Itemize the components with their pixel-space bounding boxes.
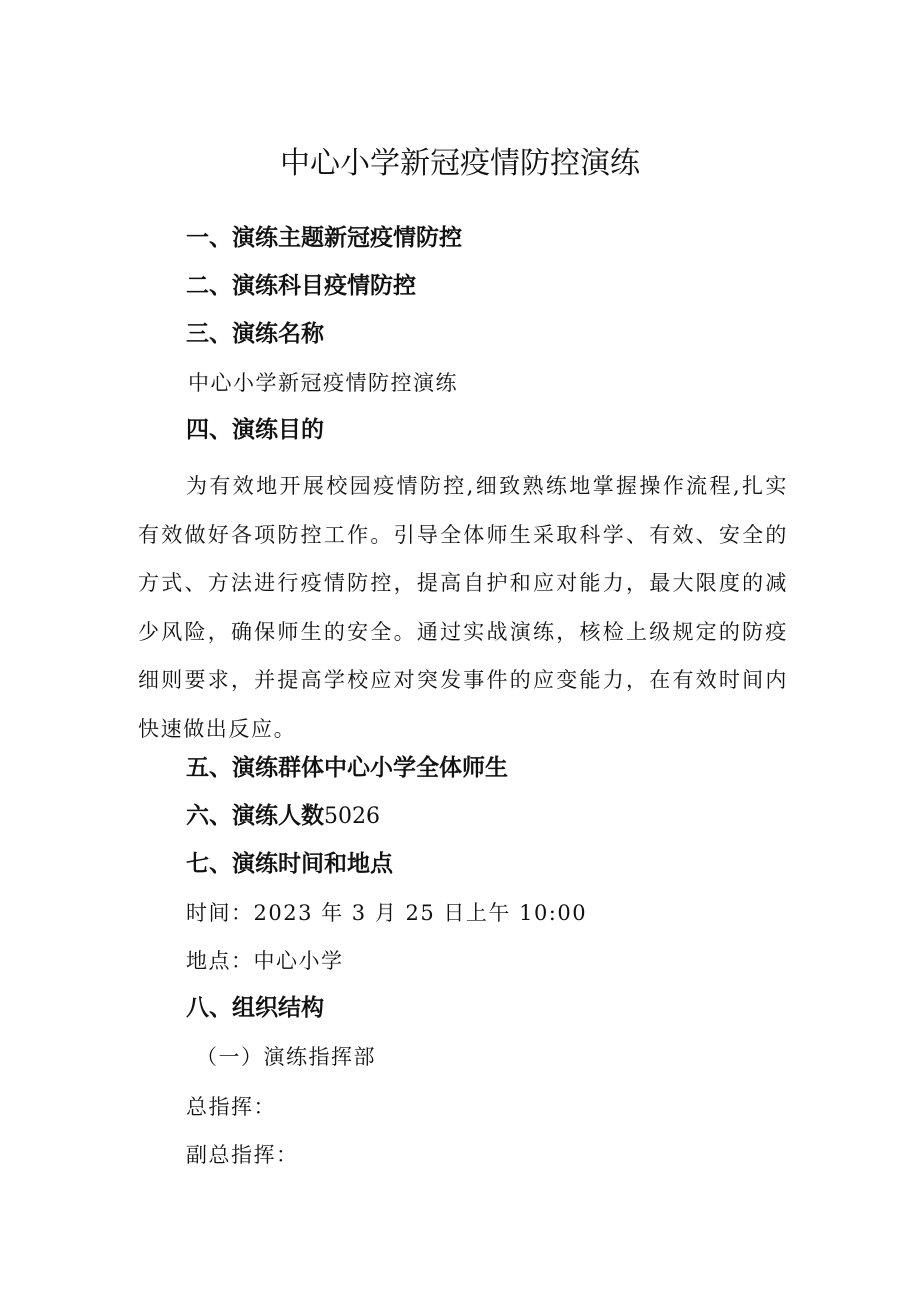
section-2-heading: 二、演练科目疫情防控 [186,273,416,299]
section-6-heading [186,800,380,833]
section-5-heading: 五、演练群体中心小学全体师生 [186,755,508,781]
commander-label: 总指挥： [186,1095,276,1119]
section-8-heading: 八、组织结构 [186,995,324,1021]
place-line: 地点：中心小学 [186,949,344,973]
section-4-heading: 四、演练目的 [186,417,324,443]
section-3-text: 中心小学新冠疫情防控演练 [188,371,458,395]
time-line: 时间：2023 年 3 月 25 日上午 10:00 [186,901,588,925]
section-3-heading: 三、演练名称 [186,321,324,347]
subsection-1-heading: （一）演练指挥部 [196,1045,376,1069]
vice-commander-label: 副总指挥： [186,1143,299,1167]
section-1-heading: 一、演练主题新冠疫情防控 [186,225,462,251]
section-7-heading: 七、演练时间和地点 [186,851,393,877]
section-6-label: 六、演练人数 [186,803,324,829]
section-4-paragraph: 为有效地开展校园疫情防控,细致熟练地掌握操作流程,扎实有效做好各项防控工作。引导全体师生采取科学、有效、安全的方式、方法进行疫情防控，提高自护和应对能力，最大限度的减少风险，确保师生的安全。通过实战演练，核检上级规定的防疫细则要求，并提高学校应对突发事件的应变能力，在有效时间内快速做出反应。 [138,474,788,741]
document-title: 中心小学新冠疫情防控演练 [280,146,640,181]
participant-count: 5026 [324,804,380,829]
